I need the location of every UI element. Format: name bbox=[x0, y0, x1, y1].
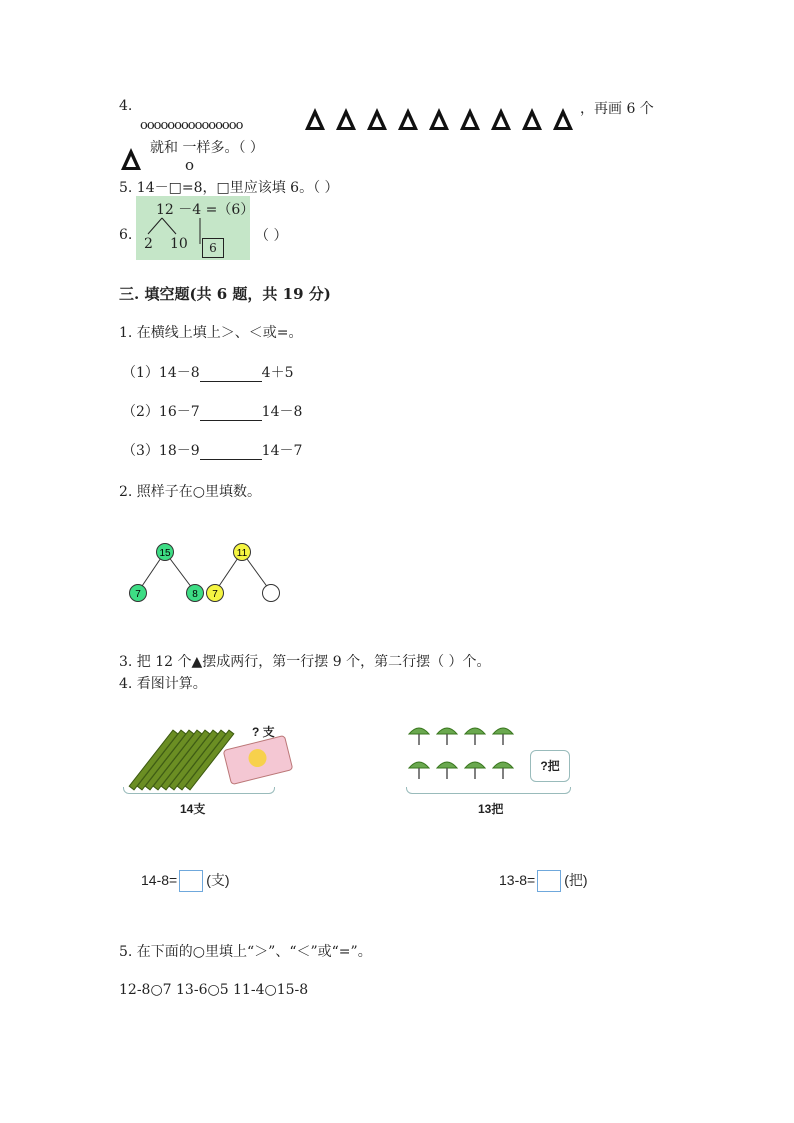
answer-blank[interactable] bbox=[200, 367, 262, 382]
pencils-answer-box[interactable] bbox=[179, 870, 203, 892]
compare-right: 14－7 bbox=[261, 443, 303, 459]
compare-right: 14－8 bbox=[261, 404, 303, 420]
q6-answer-box: 6 bbox=[202, 238, 224, 258]
tree1-right-value: 8 bbox=[192, 589, 198, 600]
tree1-top-value: 15 bbox=[159, 548, 171, 559]
umbrellas-question: ?把 bbox=[530, 750, 570, 782]
umbrella-icon bbox=[492, 724, 514, 746]
triangle-icon bbox=[336, 108, 356, 130]
tree2-left-value: 7 bbox=[212, 589, 218, 600]
compare-right: 4＋5 bbox=[261, 365, 294, 381]
compare-left: 18－9 bbox=[158, 443, 200, 459]
q6-number: 6. bbox=[119, 227, 133, 243]
umbrellas-total: 13把 bbox=[478, 802, 504, 816]
q4-triangle-row bbox=[305, 108, 584, 134]
tree1-left-value: 7 bbox=[135, 589, 141, 600]
q4-number: 4. bbox=[119, 98, 133, 114]
s3-q3-text: 3. 把 12 个▲摆成两行，第一行摆 9 个，第二行摆（ ）个。 bbox=[119, 654, 491, 670]
q6-diagram bbox=[136, 196, 255, 260]
umbrellas-answer-box[interactable] bbox=[537, 870, 561, 892]
umbrella-icon bbox=[408, 724, 430, 746]
umbrellas-brace bbox=[406, 787, 571, 794]
q6-equation: 12 －4 =（6） bbox=[156, 202, 255, 218]
pencils-expr: 14-8= bbox=[141, 872, 178, 888]
triangle-icon bbox=[460, 108, 480, 130]
triangle-icon bbox=[491, 108, 511, 130]
compare-label: （2） bbox=[122, 404, 159, 420]
answer-blank[interactable] bbox=[200, 406, 262, 421]
answer-blank[interactable] bbox=[200, 445, 262, 460]
q6-paren: （ ） bbox=[255, 228, 288, 244]
pencils-question: ? 支 bbox=[252, 725, 275, 739]
s3-q5-prompt: 5. 在下面的○里填上“＞”、“＜”或“=”。 bbox=[119, 944, 372, 960]
compare-left: 14－8 bbox=[158, 365, 200, 381]
section-heading: 三. 填空题(共 6 题，共 19 分) bbox=[119, 285, 331, 303]
triangle-icon bbox=[398, 108, 418, 130]
q5-text: 5. 14－□=8，□里应该填 6。（ ） bbox=[119, 180, 339, 196]
compare-label: （3） bbox=[122, 443, 159, 459]
triangle-icon bbox=[305, 108, 325, 130]
s3-q4-prompt: 4. 看图计算。 bbox=[119, 676, 207, 692]
s3-q1-prompt: 1. 在横线上填上＞、＜或=。 bbox=[119, 325, 303, 341]
umbrellas-unit: (把) bbox=[564, 872, 588, 888]
umbrella-icon bbox=[464, 758, 486, 780]
triangle-icon bbox=[367, 108, 387, 130]
pencils-total: 14支 bbox=[180, 802, 206, 816]
q4-tail-dot: o bbox=[185, 156, 195, 174]
tree2-right-circle-blank[interactable] bbox=[263, 585, 280, 602]
pencils-unit: (支) bbox=[206, 872, 230, 888]
s3-q2-prompt: 2. 照样子在○里填数。 bbox=[119, 484, 262, 500]
compare-row bbox=[122, 362, 293, 382]
tree2-top-value: 11 bbox=[236, 548, 248, 559]
triangle-icon bbox=[553, 108, 573, 130]
umbrellas-calc bbox=[499, 870, 588, 892]
pencils-calc bbox=[141, 870, 230, 892]
triangle-icon bbox=[522, 108, 542, 130]
umbrella-icon bbox=[436, 724, 458, 746]
s3-q5-line: 12-8○7 13-6○5 11-4○15-8 bbox=[119, 982, 309, 998]
q4-suffix: ，再画 6 个 bbox=[580, 101, 654, 117]
umbrella-icon bbox=[436, 758, 458, 780]
triangle-icon bbox=[121, 148, 141, 170]
compare-left: 16－7 bbox=[158, 404, 200, 420]
compare-label: （1） bbox=[122, 365, 159, 381]
compare-row bbox=[122, 401, 302, 421]
pencils-brace bbox=[123, 787, 275, 794]
triangle-icon bbox=[429, 108, 449, 130]
compare-row bbox=[122, 440, 302, 460]
q6-right-part: 10 bbox=[170, 236, 188, 252]
q6-branch-lines bbox=[136, 196, 250, 260]
umbrella-icon bbox=[492, 758, 514, 780]
q4-dots: ooooooooooooooo bbox=[140, 118, 243, 133]
q4-single-triangle bbox=[121, 148, 152, 174]
umbrella-icon bbox=[408, 758, 430, 780]
umbrellas-expr: 13-8= bbox=[499, 872, 536, 888]
q4-line2: 就和 一样多。（ ） bbox=[150, 140, 264, 156]
number-bond-diagram bbox=[125, 540, 290, 605]
umbrella-icon bbox=[464, 724, 486, 746]
q6-left-part: 2 bbox=[144, 236, 153, 252]
